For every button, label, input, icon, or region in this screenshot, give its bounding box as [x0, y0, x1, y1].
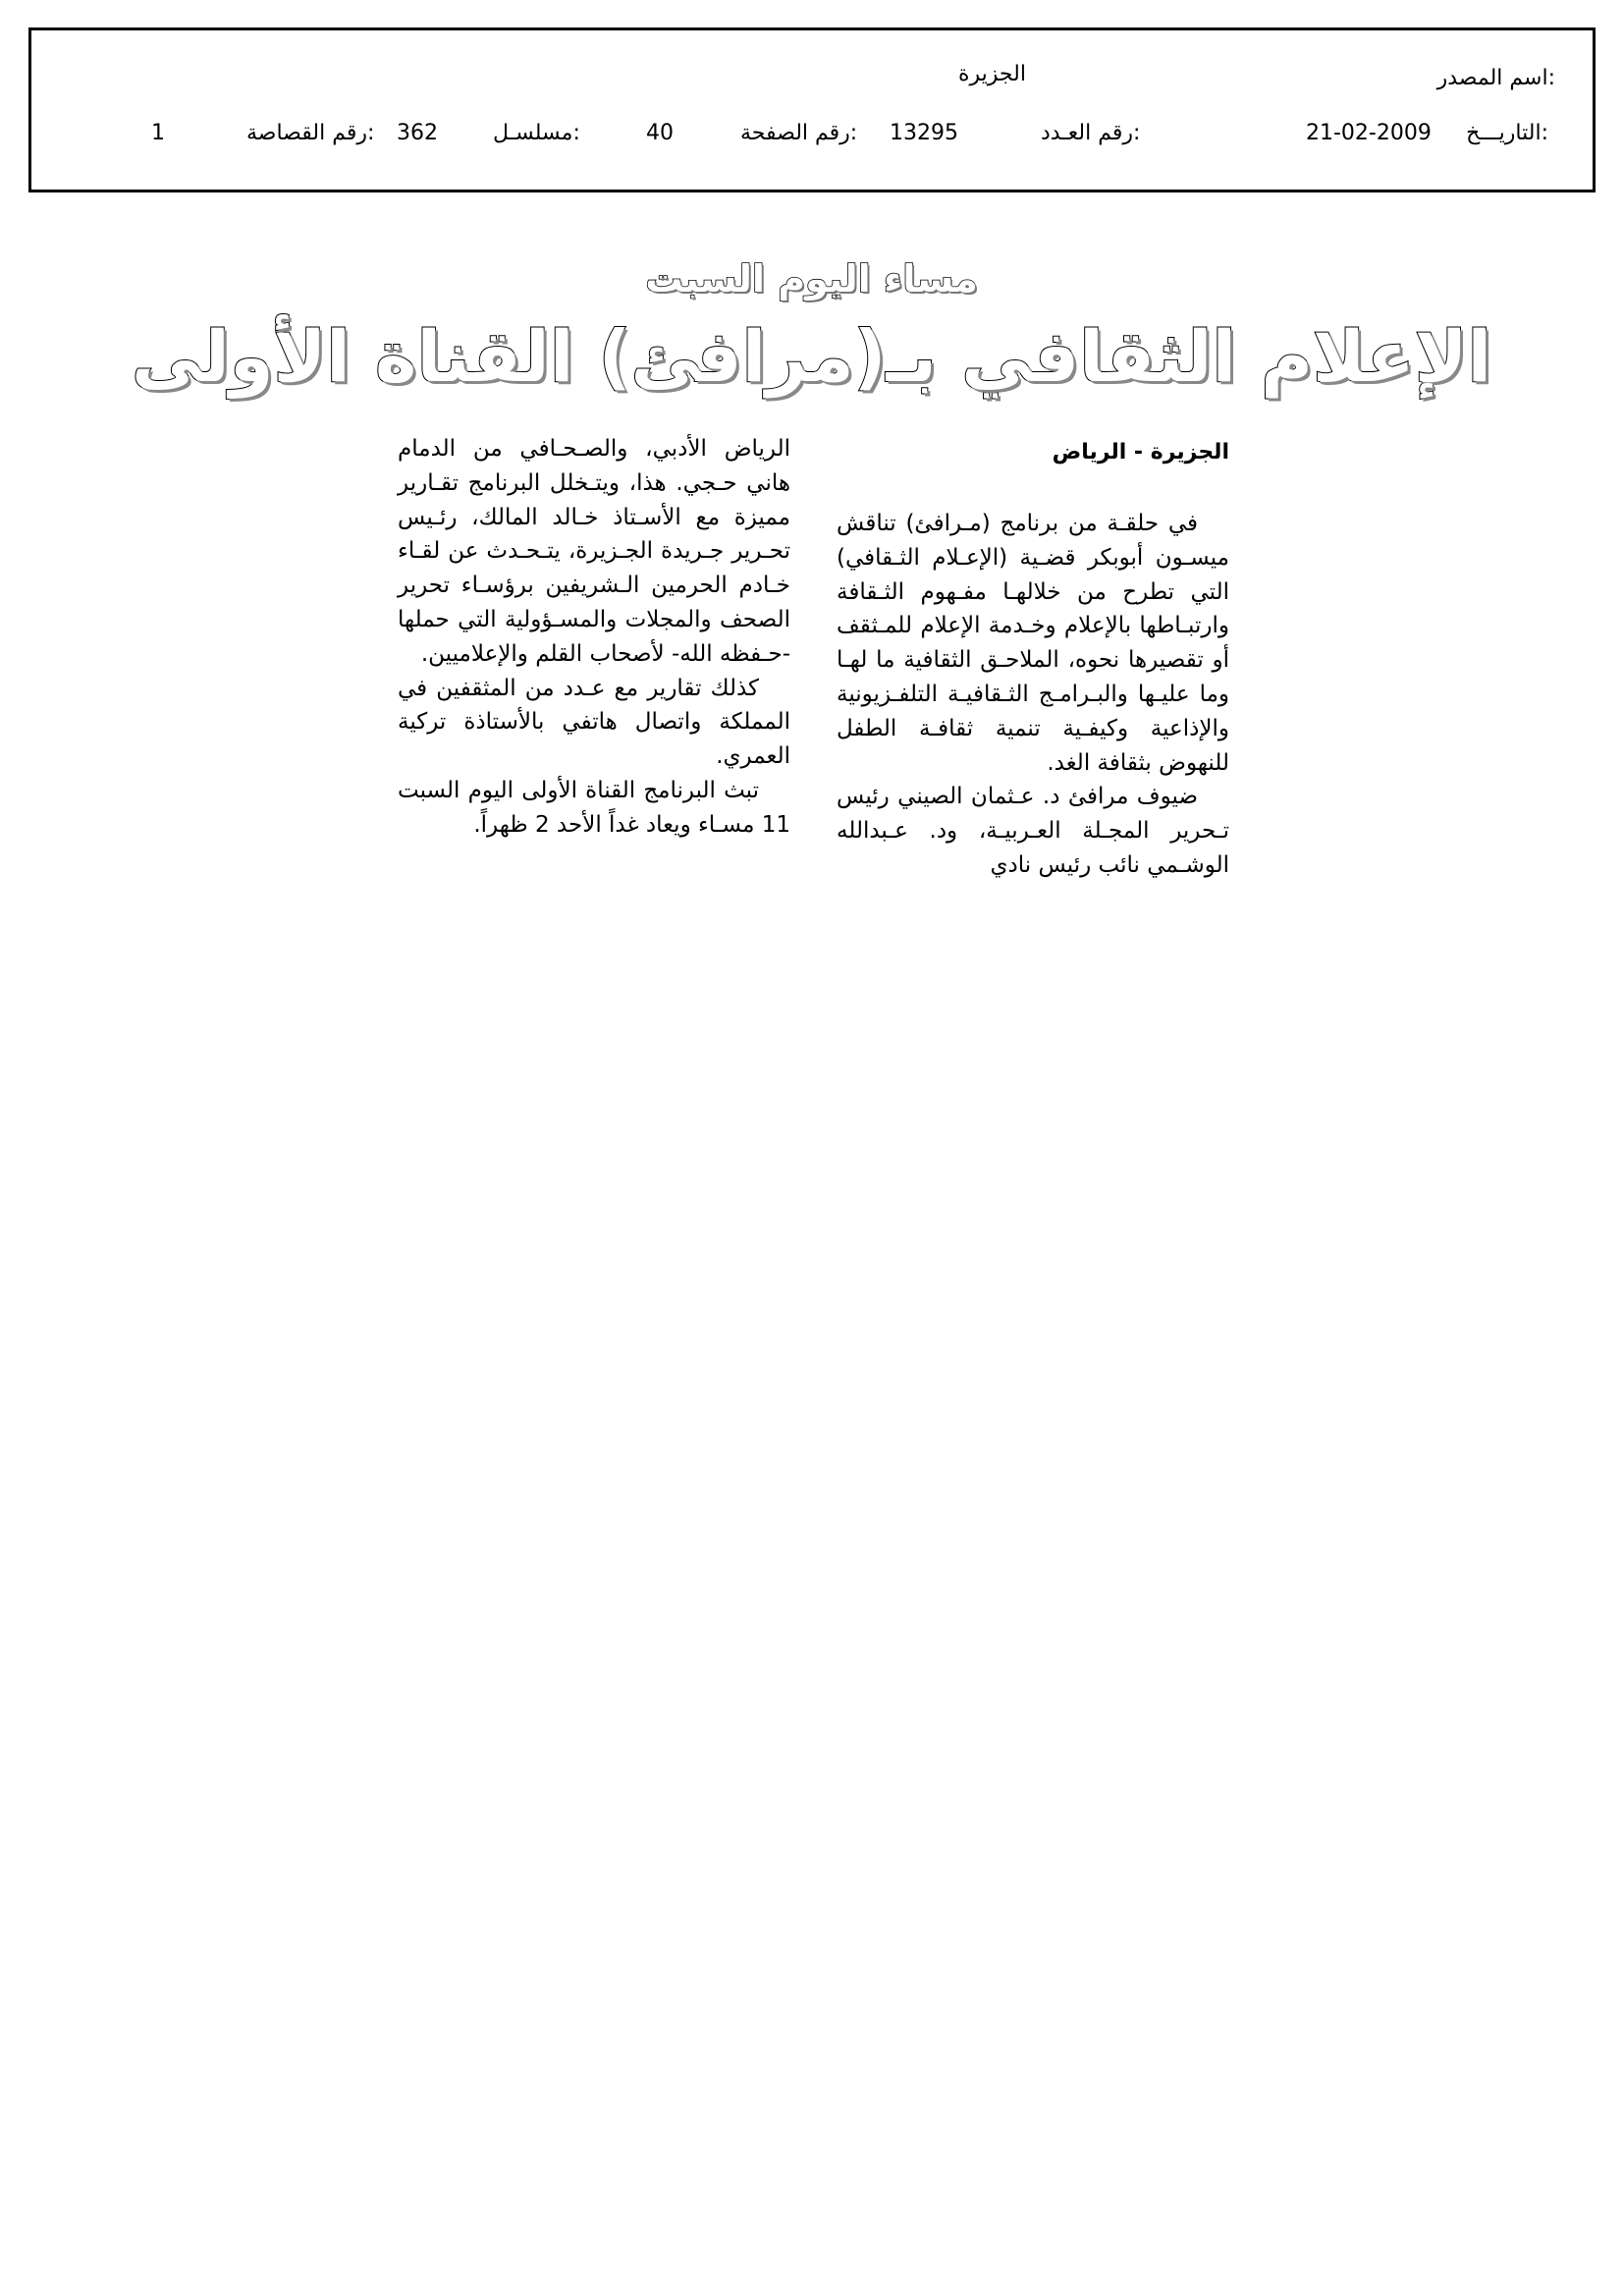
- issue-label: رقم العـدد:: [1041, 121, 1141, 145]
- page-value: 40: [646, 121, 674, 145]
- source-value: الجزيرة: [958, 62, 1026, 86]
- article-column-left: [398, 432, 790, 843]
- date-value: 21-02-2009: [1306, 121, 1432, 145]
- headline-main: الإعلام الثقافي بـ(مرافئ) القناة الأولى: [131, 315, 1492, 398]
- clip-label: رقم القصاصة:: [246, 121, 375, 145]
- source-label: اسم المصدر:: [1436, 66, 1555, 90]
- paragraph: الرياض الأدبي، والصـحـافي من الدمام هاني حـجي. هذا، ويتـخلل البرنامج تقـارير مميزة مع الأسـتاذ خـالد المالك، رئـيس تحـرير جـريدة الجـزيرة، يتـحـدث عن لقـاء خـادم الحرمين الـشريفين برؤسـاء تحرير الصحف والمجلات والمسـؤولية التي حملها -حـفظه الله- لأصحاب القلم والإعلاميين.: [398, 436, 790, 667]
- byline: الجزيرة - الرياض: [1052, 440, 1229, 465]
- page-label: رقم الصفحة:: [740, 121, 858, 145]
- date-label: التاريـــخ:: [1466, 121, 1548, 145]
- paragraph: تبث البرنامج القناة الأولى اليوم السبت 11 مسـاء ويعاد غداً الأحد 2 ظهراً.: [398, 777, 790, 838]
- serial-label: مسلسـل:: [493, 121, 580, 145]
- clip-value: 1: [151, 121, 165, 145]
- paragraph: ضيوف مرافئ د. عـثمان الصيني رئيس تـحرير المجـلة العـربيـة، ود. عـبدالله الوشـمي نائب رئيس نادي: [837, 784, 1229, 878]
- serial-value: 362: [397, 121, 438, 145]
- article-column-right: [837, 507, 1229, 883]
- headline-kicker: مساء اليوم السبت: [645, 257, 978, 301]
- clipping-header-box: [28, 27, 1596, 192]
- paragraph: في حلقـة من برنامج (مـرافئ) تناقش ميسـون أبوبكر قضـية (الإعـلام الثـقافي) التي تطرح من خلالهـا مفـهوم الثـقافة وارتبـاطها بالإعلام وخـدمة الإعلام للمـثقف أو تقصيرها نحوه، الملاحـق الثقافية ما لهـا وما عليـها والبـرامـج الثـقافيـة التلفـزيونية والإذاعية وكيفـية تنمية ثقافـة الطفل للنهوض بثقافة الغد.: [837, 511, 1229, 776]
- paragraph: كذلك تقارير مع عـدد من المثقفين في المملكة واتصال هاتفي بالأستاذة تركية العمري.: [398, 675, 790, 770]
- issue-value: 13295: [890, 121, 958, 145]
